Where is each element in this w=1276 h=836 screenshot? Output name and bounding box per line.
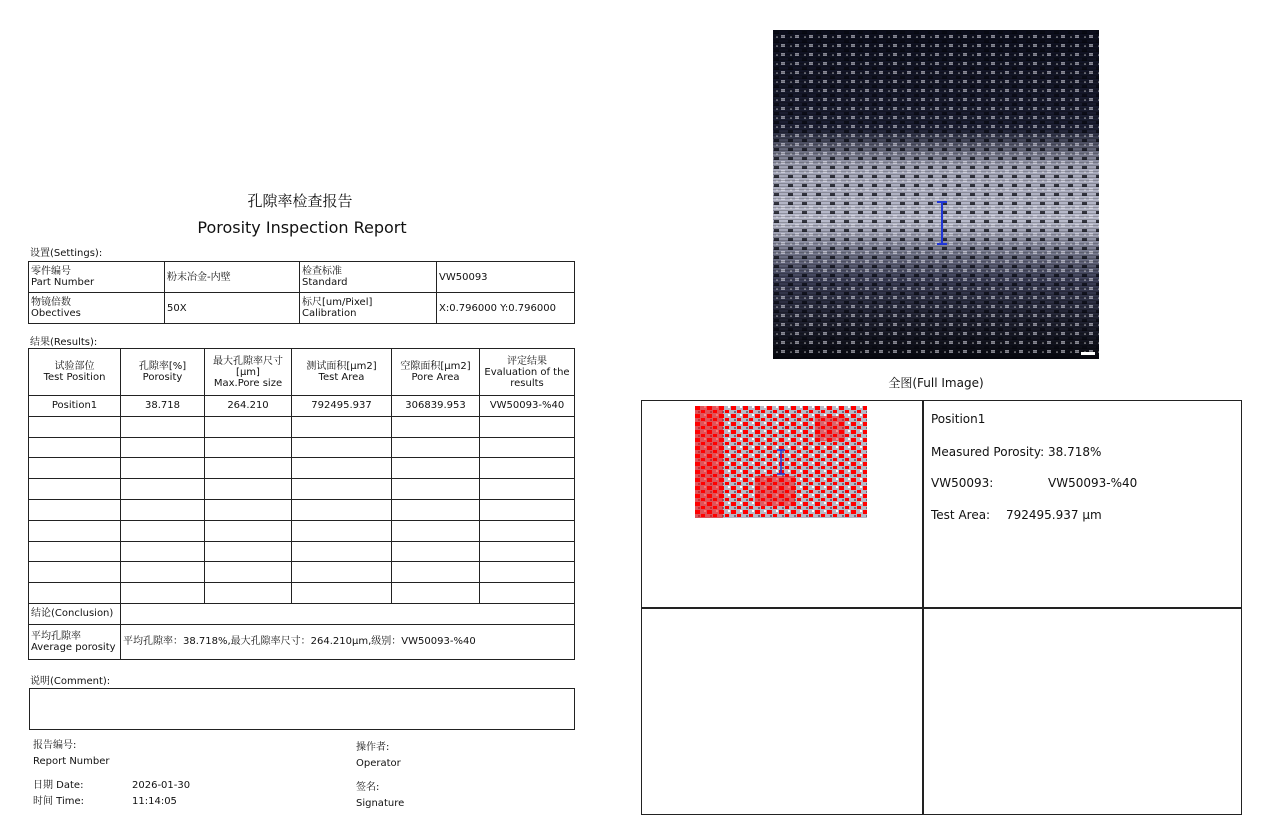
table-row [29, 583, 575, 604]
results-table [28, 348, 575, 660]
header-cn: 最大孔隙率尺寸 [213, 355, 283, 367]
standard-value: VW50093-%40 [1048, 476, 1138, 490]
table-row [29, 520, 575, 541]
table-row [29, 541, 575, 562]
date-label: 日期 Date: [33, 780, 84, 791]
results-label: 结果(Results): [30, 337, 98, 348]
signature-en: Signature [356, 798, 405, 809]
full-image [773, 30, 1099, 359]
header-en: Porosity [142, 372, 183, 383]
conclusion-row [29, 603, 575, 624]
label-en: Standard [302, 277, 348, 288]
measured-porosity-label: Measured Porosity: [931, 445, 1045, 459]
table-row [29, 416, 575, 437]
header-en: Test Area [318, 372, 365, 383]
comment-label: 说明(Comment): [30, 676, 111, 687]
header-cn: 空隙面积[μm2] [400, 361, 471, 372]
position-thumbnail [695, 406, 867, 518]
label-en: Part Number [31, 277, 95, 288]
header-cn: 测试面积[μm2] [306, 361, 377, 372]
column-header [292, 349, 392, 396]
table-row [29, 458, 575, 479]
table-row [29, 479, 575, 500]
table-row [29, 499, 575, 520]
image-caption: 全图(Full Image) [888, 376, 984, 390]
table-row [29, 562, 575, 583]
column-header [480, 349, 575, 396]
cell-pore-area: 306839.953 [392, 396, 480, 417]
report-number-cn: 报告编号: [33, 740, 77, 751]
average-label-cn: 平均孔隙率 [31, 630, 81, 642]
table-row [29, 437, 575, 458]
header-en: Max.Pore size [213, 377, 283, 389]
label-cn: 检查标准 [302, 266, 342, 277]
signature-block [356, 780, 404, 812]
time-label: 时间 Time: [33, 796, 85, 807]
time-value: 11:14:05 [132, 796, 177, 807]
date-value: 2026-01-30 [132, 780, 191, 791]
operator-en: Operator [356, 758, 401, 769]
average-label-en: Average porosity [31, 641, 116, 653]
cell-evaluation: VW50093-%40 [480, 396, 575, 417]
column-header [29, 349, 121, 396]
header-en: Test Position [43, 372, 106, 383]
settings-value-cell: 50X [165, 293, 300, 324]
standard-label: VW50093: [931, 476, 994, 490]
column-header [205, 349, 292, 396]
header-unit: [μm] [236, 366, 260, 378]
label-en: Obectives [31, 308, 81, 319]
label-cn: 物镜倍数 [31, 297, 71, 308]
conclusion-label: 结论(Conclusion) [29, 603, 121, 624]
average-value: 平均孔隙率：38.718%,最大孔隙率尺寸：264.210μm,级别：VW50093-%40 [121, 624, 575, 659]
label-en: Calibration [302, 308, 357, 319]
label-cn: 标尺[um/Pixel] [302, 297, 373, 308]
average-row [29, 624, 575, 659]
panel-divider-horizontal [642, 607, 1241, 609]
label-cn: 零件编号 [31, 266, 71, 277]
test-area-value: 792495.937 μm [1006, 508, 1102, 522]
table-row [29, 396, 575, 417]
position-name: Position1 [931, 412, 986, 426]
column-header [392, 349, 480, 396]
settings-row [29, 262, 575, 293]
comment-box [29, 688, 575, 730]
settings-label: 设置(Settings): [30, 248, 103, 259]
header-cn: 试验部位 [54, 361, 95, 372]
operator-cn: 操作者: [356, 742, 390, 753]
settings-row [29, 293, 575, 324]
cell-porosity: 38.718 [121, 396, 205, 417]
header-cn: 评定结果 [507, 355, 547, 367]
signature-cn: 签名: [356, 782, 380, 793]
settings-label-cell [300, 293, 437, 324]
conclusion-value [121, 603, 575, 624]
micrograph-svg [773, 30, 1099, 359]
settings-value-cell: 粉末冶金-内壁 [165, 262, 300, 293]
column-header [121, 349, 205, 396]
results-header-row [29, 349, 575, 396]
thumbnail-svg [695, 406, 867, 518]
cell-test-area: 792495.937 [292, 396, 392, 417]
average-label [29, 624, 121, 659]
report-title-cn: 孔隙率检查报告 [247, 192, 353, 210]
cell-max-pore: 264.210 [205, 396, 292, 417]
header-cn: 孔隙率[%] [138, 361, 187, 372]
settings-label-cell [29, 293, 165, 324]
header-en: Evaluation of the results [484, 366, 570, 389]
settings-label-cell [29, 262, 165, 293]
settings-table [28, 261, 575, 324]
measured-porosity-value: 38.718% [1048, 445, 1102, 459]
settings-label-cell [300, 262, 437, 293]
operator-block [356, 740, 401, 772]
settings-value-cell: X:0.796000 Y:0.796000 [437, 293, 575, 324]
report-number-block [33, 738, 110, 770]
cell-position: Position1 [29, 396, 121, 417]
scale-bar [1081, 352, 1095, 355]
test-area-label: Test Area: [931, 508, 991, 522]
settings-value-cell: VW50093 [437, 262, 575, 293]
header-en: Pore Area [411, 372, 460, 383]
report-number-en: Report Number [33, 756, 110, 767]
report-title-en: Porosity Inspection Report [197, 218, 407, 237]
